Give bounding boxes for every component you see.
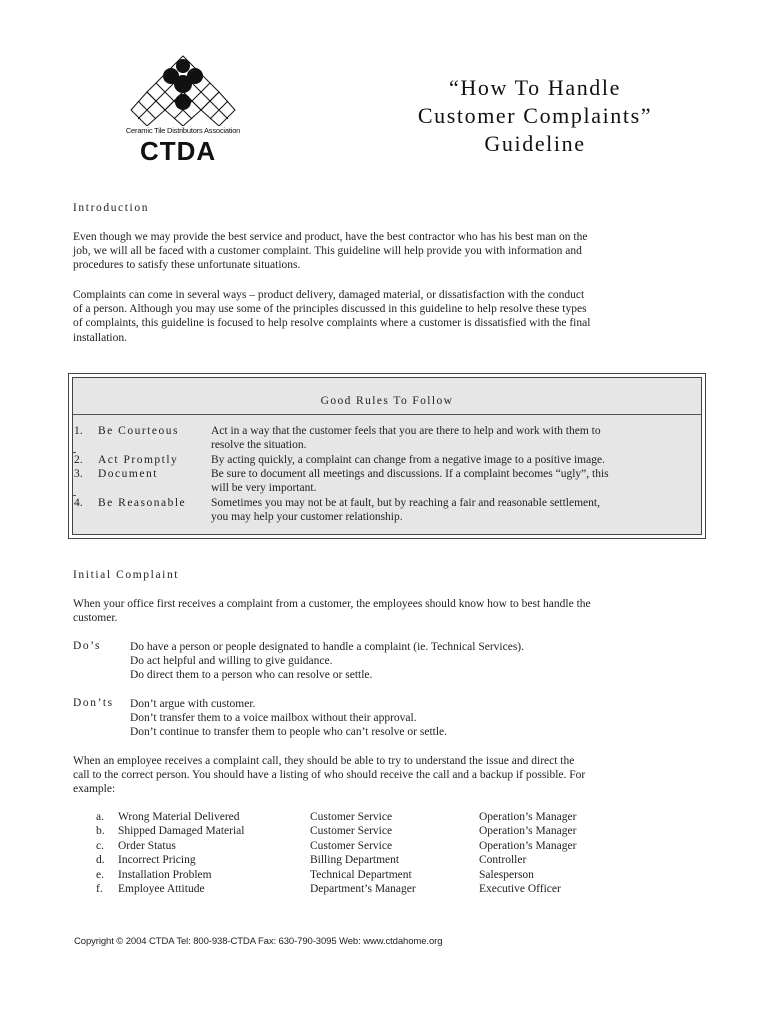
title-line: Customer Complaints”	[417, 103, 653, 128]
text-line: When an employee receives a complaint call, they should be able to try to understand the issue and direct the	[73, 755, 575, 767]
rule-description	[211, 453, 691, 467]
example-department: Department’s Manager	[310, 883, 416, 895]
example-backup: Operation’s Manager	[479, 825, 577, 838]
ctda-logo	[118, 52, 248, 164]
text-line: procedures to satisfy these unfortunate situations.	[73, 259, 301, 272]
association-name: Ceramic Tile Distributors Association	[125, 126, 241, 135]
example-letter: b.	[96, 825, 105, 838]
text-line: By acting quickly, a complaint can change from a negative image to a positive image.	[211, 454, 605, 466]
example-issue: Shipped Damaged Material	[118, 825, 245, 838]
example-department: Technical Department	[310, 868, 412, 881]
title-line: “How To Handle	[449, 75, 621, 100]
good-rules-title: Good Rules To Follow	[320, 395, 454, 407]
introduction-heading: Introduction	[73, 202, 150, 214]
example-department: Customer Service	[310, 811, 393, 823]
routing-examples	[0, 810, 768, 900]
example-backup: Executive Officer	[479, 883, 561, 895]
intro-paragraph-2	[73, 288, 703, 345]
text-line: installation.	[73, 331, 127, 344]
dos-label: Do’s	[73, 640, 102, 652]
list-item: Don’t continue to transfer them to people who can’t resolve or settle.	[130, 726, 448, 739]
text-line: Even though we may provide the best service and product, have the best contractor who has his best man on the	[73, 231, 588, 243]
list-item: Do have a person or people designated to handle a complaint (ie. Technical Services).	[130, 641, 524, 653]
example-issue: Incorrect Pricing	[118, 854, 196, 867]
good-rules-box	[68, 373, 706, 539]
copyright-footer: Copyright © 2004 CTDA Tel: 800-938-CTDA Fax: 630-790-3095 Web: www.ctdahome.org	[74, 936, 443, 947]
list-item: Don’t argue with customer.	[130, 698, 256, 710]
text-line: customer.	[73, 612, 118, 625]
example-issue: Order Status	[118, 839, 176, 852]
routing-paragraph	[73, 754, 703, 797]
text-line: Complaints can come in several ways – product delivery, damaged material, or dissatisfaction with the conduct	[73, 289, 585, 301]
example-letter: c.	[96, 839, 104, 852]
rule-description	[211, 467, 691, 495]
text-line: Be sure to document all meetings and discussions. If a complaint becomes “ugly”, this	[211, 468, 609, 480]
donts-label: Don’ts	[73, 697, 114, 709]
example-issue: Wrong Material Delivered	[118, 811, 240, 823]
good-rules-panel	[72, 377, 702, 535]
dos-list	[130, 640, 524, 683]
text-line: When your office first receives a complaint from a customer, the employees should know how to best handle the	[73, 598, 591, 610]
rule-name: Be Reasonable	[98, 497, 187, 509]
donts-list	[130, 697, 447, 740]
list-item: Do act helpful and willing to give guidance.	[130, 655, 333, 668]
example-backup: Operation’s Manager	[479, 839, 577, 852]
rule-description	[211, 424, 691, 452]
rule-number: 2.	[74, 454, 83, 466]
initial-complaint-heading: Initial Complaint	[73, 569, 180, 581]
rules-divider	[73, 414, 701, 415]
rule-number: 3.	[74, 468, 83, 480]
example-backup: Operation’s Manager	[479, 811, 577, 823]
list-item: Do direct them to a person who can resolve or settle.	[130, 669, 373, 682]
example-letter: d.	[96, 854, 105, 867]
rule-number: 1.	[74, 425, 83, 437]
example-issue: Employee Attitude	[118, 883, 205, 895]
rule-name: Be Courteous	[98, 425, 179, 437]
rule-number: 4.	[74, 497, 83, 509]
example-issue: Installation Problem	[118, 868, 212, 881]
example-department: Customer Service	[310, 839, 393, 852]
text-line: resolve the situation.	[211, 439, 307, 452]
list-item: Don’t transfer them to a voice mailbox without their approval.	[130, 712, 417, 725]
text-line: example:	[73, 783, 116, 796]
text-line: of a person. Although you may use some of the principles discussed in this guideline to help resolve these types	[73, 303, 587, 316]
example-letter: f.	[96, 883, 103, 895]
text-line: Act in a way that the customer feels that you are there to help and work with them to	[211, 425, 601, 437]
example-backup: Controller	[479, 854, 527, 867]
text-line: call to the correct person. You should have a listing of who should receive the call and a backup if possible. For	[73, 769, 586, 782]
text-line: you may help your customer relationship.	[211, 511, 403, 524]
example-department: Billing Department	[310, 854, 400, 867]
rule-description	[211, 496, 691, 524]
text-line: of complaints, this guideline is focused to help resolve complaints where a customer is dissatisfied with the final	[73, 317, 591, 330]
example-backup: Salesperson	[479, 868, 534, 881]
rule-name: Act Promptly	[98, 454, 179, 466]
example-letter: a.	[96, 811, 104, 823]
initial-complaint-intro	[73, 597, 703, 625]
example-department: Customer Service	[310, 825, 393, 838]
text-line: Sometimes you may not be at fault, but by reaching a fair and reasonable settlement,	[211, 497, 600, 509]
text-line: job, we will all be faced with a customer complaint. This guideline will help provide you with information and	[73, 245, 582, 258]
intro-paragraph-1	[73, 230, 703, 273]
ctda-wordmark: CTDA	[140, 136, 217, 166]
rule-name: Document	[98, 468, 158, 480]
text-line: will be very important.	[211, 482, 317, 495]
example-letter: e.	[96, 868, 104, 881]
document-title	[380, 74, 690, 158]
title-line: Guideline	[484, 131, 586, 156]
tile-diamond-logo-icon	[118, 52, 248, 126]
